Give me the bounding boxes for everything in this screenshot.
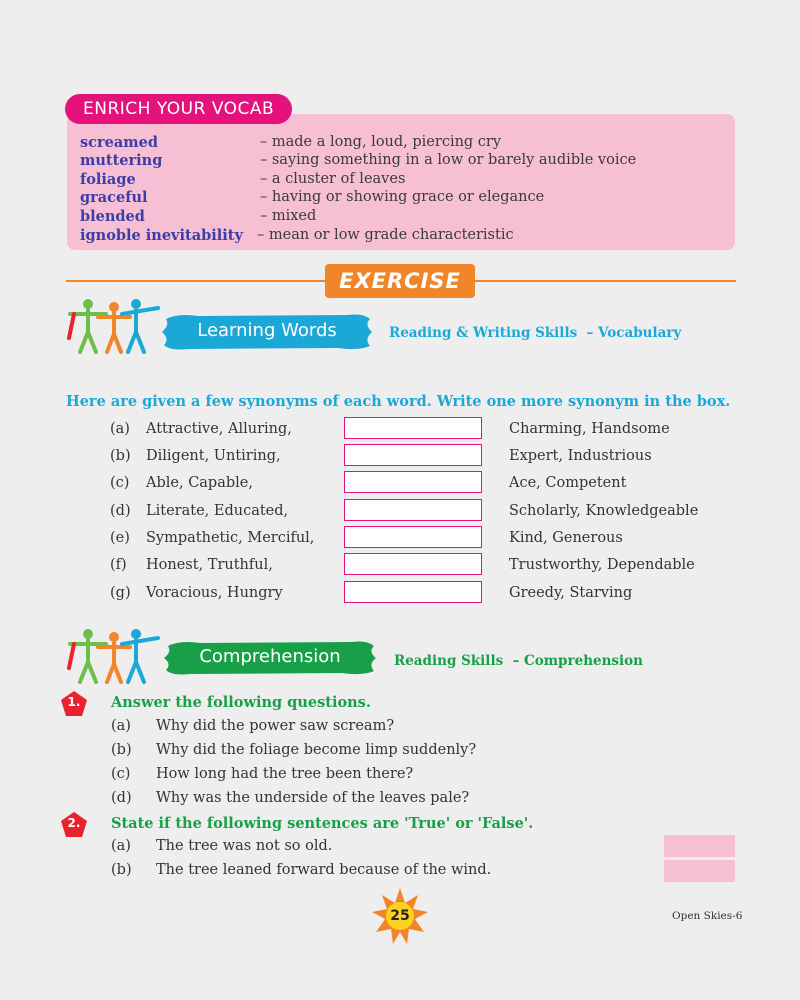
synonym-instruction: Here are given a few synonyms of each word. Write one more synonym in the box. bbox=[66, 393, 731, 410]
item-letter: (c) bbox=[110, 475, 130, 491]
synonym-given: Greedy, Starving bbox=[509, 585, 633, 601]
synonym-given: Ace, Competent bbox=[509, 475, 627, 491]
question-text: Why did the power saw scream? bbox=[156, 718, 395, 734]
vocab-word: ignoble inevitability bbox=[80, 227, 243, 244]
skill-type: – Comprehension bbox=[512, 653, 643, 669]
vocab-skill-label bbox=[389, 325, 681, 341]
vocab-definition: – mean or low grade characteristic bbox=[257, 227, 514, 243]
question-number: 2. bbox=[67, 816, 81, 830]
synonym-given: Trustworthy, Dependable bbox=[509, 557, 695, 573]
question-number-badge bbox=[60, 690, 88, 718]
synonym-answer-box[interactable] bbox=[344, 417, 482, 439]
comprehension-title: Comprehension bbox=[199, 646, 341, 667]
people-icon bbox=[66, 298, 162, 354]
synonym-answer-box[interactable] bbox=[344, 581, 482, 603]
learning-words-title: Learning Words bbox=[197, 320, 337, 341]
synonym-words: Able, Capable, bbox=[146, 475, 253, 491]
synonym-answer-box[interactable] bbox=[344, 471, 482, 493]
question-number: 1. bbox=[67, 695, 81, 709]
book-title: Open Skies-6 bbox=[672, 910, 743, 922]
vocab-word: muttering bbox=[80, 152, 163, 169]
question-text: Why was the underside of the leaves pale? bbox=[156, 790, 470, 806]
vocab-word: blended bbox=[80, 208, 145, 225]
synonym-answer-box[interactable] bbox=[344, 526, 482, 548]
vocab-word: graceful bbox=[80, 189, 148, 206]
item-letter: (a) bbox=[111, 718, 131, 734]
synonym-given: Scholarly, Knowledgeable bbox=[509, 503, 699, 519]
question-text: How long had the tree been there? bbox=[156, 766, 414, 782]
page-number: 25 bbox=[390, 908, 410, 924]
item-letter: (c) bbox=[111, 766, 131, 782]
item-letter: (g) bbox=[110, 585, 131, 601]
item-letter: (d) bbox=[111, 790, 132, 806]
vocab-title: ENRICH YOUR VOCAB bbox=[65, 94, 292, 124]
item-letter: (a) bbox=[111, 838, 131, 854]
skill-type: – Vocabulary bbox=[586, 325, 682, 341]
true-false-answer-box[interactable] bbox=[664, 835, 735, 857]
question-heading: Answer the following questions. bbox=[111, 694, 371, 711]
exercise-heading: EXERCISE bbox=[325, 264, 475, 298]
vocab-definition: – a cluster of leaves bbox=[260, 171, 406, 187]
item-letter: (d) bbox=[110, 503, 131, 519]
vocab-definition: – mixed bbox=[260, 208, 317, 224]
statement-text: The tree was not so old. bbox=[156, 838, 333, 854]
item-letter: (b) bbox=[110, 448, 131, 464]
synonym-answer-box[interactable] bbox=[344, 444, 482, 466]
learning-words-banner bbox=[158, 313, 376, 351]
item-letter: (f) bbox=[110, 557, 127, 573]
true-false-answer-box[interactable] bbox=[664, 860, 735, 882]
question-text: Why did the foliage become limp suddenly? bbox=[156, 742, 477, 758]
vocab-definition: – made a long, loud, piercing cry bbox=[260, 134, 502, 150]
synonym-words: Literate, Educated, bbox=[146, 503, 289, 519]
item-letter: (b) bbox=[111, 742, 132, 758]
synonym-given: Charming, Handsome bbox=[509, 421, 670, 437]
item-letter: (a) bbox=[110, 421, 130, 437]
vocab-word: screamed bbox=[80, 134, 158, 151]
skill-name: Reading & Writing Skills bbox=[389, 325, 578, 341]
vocab-definition: – saying something in a low or barely audible voice bbox=[260, 152, 637, 168]
question-heading: State if the following sentences are 'True' or 'False'. bbox=[111, 815, 534, 832]
synonym-words: Voracious, Hungry bbox=[146, 585, 283, 601]
synonym-given: Kind, Generous bbox=[509, 530, 623, 546]
synonym-words: Attractive, Alluring, bbox=[146, 421, 292, 437]
synonym-words: Sympathetic, Merciful, bbox=[146, 530, 315, 546]
synonym-words: Diligent, Untiring, bbox=[146, 448, 281, 464]
comprehension-skill-label bbox=[394, 653, 643, 669]
item-letter: (b) bbox=[111, 862, 132, 878]
synonym-words: Honest, Truthful, bbox=[146, 557, 273, 573]
skill-name: Reading Skills bbox=[394, 653, 504, 669]
vocab-definition: – having or showing grace or elegance bbox=[260, 189, 545, 205]
question-number-badge bbox=[60, 811, 88, 839]
synonym-given: Expert, Industrious bbox=[509, 448, 652, 464]
page-number-badge bbox=[372, 888, 428, 944]
synonym-answer-box[interactable] bbox=[344, 499, 482, 521]
comprehension-banner bbox=[160, 640, 380, 676]
statement-text: The tree leaned forward because of the wind. bbox=[156, 862, 492, 878]
synonym-answer-box[interactable] bbox=[344, 553, 482, 575]
item-letter: (e) bbox=[110, 530, 130, 546]
people-icon bbox=[66, 628, 162, 684]
vocab-word: foliage bbox=[80, 171, 136, 188]
